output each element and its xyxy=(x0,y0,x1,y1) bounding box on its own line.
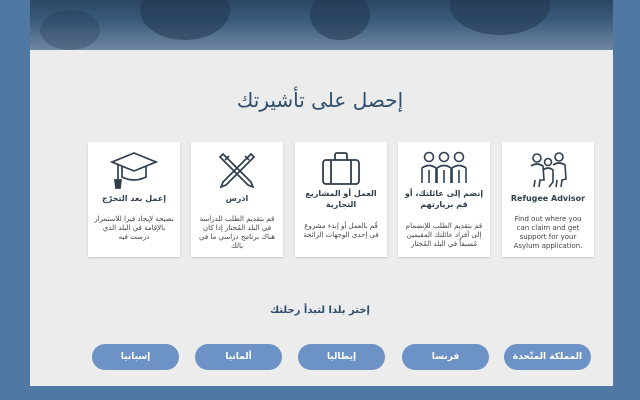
card-title: إعمل بعد التخرّج xyxy=(102,194,166,203)
graduation-cap-icon xyxy=(88,150,180,190)
refugee-family-icon xyxy=(502,150,594,190)
people-icon xyxy=(398,150,490,190)
country-button-spain[interactable]: إسبانيا xyxy=(92,344,179,370)
choose-country-heading: إختر بلدا لتبدأ رحلتك xyxy=(270,305,370,316)
pencils-icon xyxy=(191,150,283,190)
country-button-italy[interactable]: إيطاليا xyxy=(298,344,385,370)
country-button-uk[interactable]: المملكة المتّحدة xyxy=(504,344,591,370)
card-title: إنضم إلى عائلتك، أو قم بزيارتهم xyxy=(404,189,484,209)
briefcase-icon xyxy=(295,150,387,190)
card-description: قُم بالعمل أو إبدء مشروع في إحدى الوجهات الرائجة xyxy=(303,222,379,239)
card-work-after-graduation[interactable] xyxy=(88,142,180,257)
card-title: العمل أو المشاريع التجارية xyxy=(305,189,377,209)
hero-image xyxy=(30,0,613,50)
card-study[interactable] xyxy=(191,142,283,257)
card-description: نصيحة لإيجاد فيزا للاستمرار بالإقامة في البلد الذي درست فيه xyxy=(94,215,174,241)
card-description: قم بتقديم الطلب للدراسة في البلد المُختار إذا كان هناك برنامج دراسي ما في بالك xyxy=(199,215,275,250)
card-title: ادرس xyxy=(225,194,249,203)
card-work-business[interactable] xyxy=(295,142,387,257)
card-description: قم بتقديم الطلب للإنضمام إلى أفراد عائلتك المقيمين مُسبقاً في البلد المُختار xyxy=(405,222,483,248)
card-refugee-advisor[interactable] xyxy=(502,142,594,257)
card-title: Refugee Advisor xyxy=(510,194,586,203)
card-description: Find out where you can claim and get support for your Asylum application. xyxy=(513,215,583,250)
page-title: إحصل على تأشيرتك xyxy=(236,88,404,112)
country-button-germany[interactable]: ألمانيا xyxy=(195,344,282,370)
card-join-family[interactable] xyxy=(398,142,490,257)
country-button-france[interactable]: فرنسا xyxy=(402,344,489,370)
